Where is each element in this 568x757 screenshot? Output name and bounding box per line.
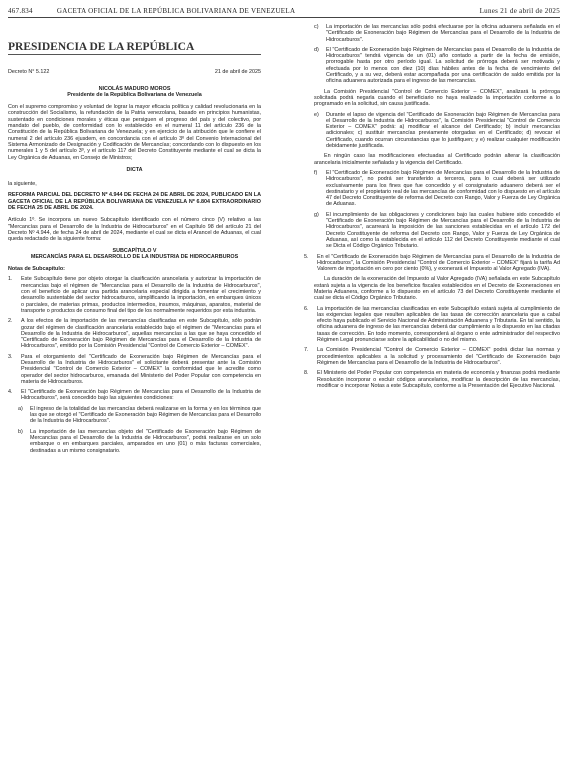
notes-title: Notas de Subcapítulo: (8, 266, 65, 273)
note-item (8, 354, 261, 385)
item-number: 7. (304, 347, 309, 354)
dicta-heading: DICTA (126, 166, 143, 173)
note-item (8, 276, 261, 314)
item-text: En el "Certificado de Exoneración bajo Régimen de Mercancías para el Desarrollo de la Industria de Hidrocarburos", la Comisión Presidencial "Control de Comercio Exterior – COMEX" fijará la tarifa Ad Valorem de importación en cero por ciento (0%), y exonerará el Impuesto al Valor Agregado (IVA). (317, 253, 560, 273)
conditions-list (8, 406, 261, 454)
item-number: 3. (8, 353, 13, 360)
la-siguiente: la siguiente, (8, 181, 37, 188)
preamble: Con el supremo compromiso y voluntad de lograr la mayor eficacia política y calidad revolucionaria en la construcción del Socialismo, la refundación de la Patria venezolana, basado en principios humanistas, sustentado en condiciones morales y éticas que persiguen el progreso del país y del colectivo, por mandato del pueblo, de conformidad con lo establecido en el numeral 11 del artículo 236 de la Constitución de la República Bolivariana de Venezuela; y en ejercicio de la atribución que le confiere el numeral 2 del artículo 236 ejusdem, en concordancia con el artículo 3º del Convenio Internacional del Sistema Armonizado de Designación y Codificación de Mercancías; concordando con lo dispuesto en los numerales 1 y 5 del artículo 3º, y el artículo 117 del Decreto Constituyente mediante el cual se dicta la Ley Orgánica de Aduanas, en Consejo de Ministros; (8, 104, 261, 161)
gazette-title: GACETA OFICIAL DE LA REPÚBLICA BOLIVARIANA DE VENEZUELA (56, 7, 296, 15)
note-item (304, 306, 560, 344)
header-rule (8, 17, 560, 18)
item-text: El "Certificado de Exoneración bajo Régimen de Mercancías para el Desarrollo de la Industria de Hidrocarburos", no podrá ser transferido a terceros, para lo cual deberá ser utilizado exclusivamente para los fines que fue concedido y el consignatario aduanero deberá ser el destinatario y el propietario real de las mercancías de conformidad con lo dispuesto en el artículo 47 del Decreto Constituyente de reforma del Decreto con Rango, Valor y Fuerza de Ley Orgánica de Aduanas. (326, 169, 560, 208)
paragraph: La duración de la exoneración del Impuesto al Valor Agregado (IVA) señalada en este Subcapítulo estará sujeta a la vigencia de los beneficios fiscales establecidos en el Decreto de Exoneraciones en Materia Aduanera, conforme a lo dispuesto en el artículo 73 del Decreto Constituyente mediante el cual se dicta el Código Orgánico Tributario. (314, 276, 560, 302)
left-column (8, 24, 261, 458)
paragraph: La Comisión Presidencial "Control de Comercio Exterior – COMEX", analizará la prórroga solicitada podrá negarla cuando el beneficiario no haya realizado la importación conforme a lo programado en la solicitud, sin causa justificada. (314, 88, 560, 108)
item-text: La importación de las mercancías objeto del "Certificado de Exoneración bajo Régimen de Mercancías para el Desarrollo de la Industria de Hidrocarburos", podrá realizarse en un solo embarque o en embarques parciales, amparados en uno (01) o más facturas comerciales, destinadas a un mismo consignatario. (30, 428, 261, 454)
reform-title: REFORMA PARCIAL DEL DECRETO Nº 4.944 DE FECHA 24 DE ABRIL DE 2024, PUBLICADO EN LA GACETA OFICIAL DE LA REPÚBLICA BOLIVARIANA DE VENEZUELA Nº 6.804 EXTRAORDINARIO DE FECHA 25 DE ABRIL DE 2024. (8, 192, 261, 212)
decree-line (8, 69, 261, 75)
decree-number: Decreto N° 5.122 (8, 69, 50, 76)
note-item (8, 318, 261, 349)
section-rule (8, 54, 261, 55)
item-text: Para el otorgamiento del "Certificado de Exoneración bajo Régimen de Mercancías para el Desarrollo de la Industria de Hidrocarburos" el solicitante deberá presentar ante la Comisión Presidencial "Control de Comercio Exterior – COMEX" la conformidad que le acredite como operador del sector hidrocarburos, emanada del Ministerio del Poder Popular con competencia en materia de Hidrocarburos. (21, 353, 261, 385)
note-item (304, 254, 560, 273)
item-number: c) (314, 24, 319, 30)
item-number: 5. (304, 253, 309, 260)
subchapter-title: SUBCAPÍTULO V (112, 247, 157, 254)
note-item (8, 389, 261, 402)
item-number: d) (314, 46, 319, 53)
section-title: PRESIDENCIA DE LA REPÚBLICA (8, 41, 195, 53)
subchapter-subtitle: MERCANCÍAS PARA EL DESARROLLO DE LA INDUSTRIA DE HIDROCARBUROS (30, 253, 239, 260)
item-text: La importación de las mercancías clasificadas en este Subcapítulo estará sujeta al cumplimiento de las exigencias legales que resulten aplicables de las tasas de corrección arancelaria que a cabal efecto haya publicado el Servicio Nacional de Administración Aduanera y Tributaria. En tal sentido, la oficina aduanera de ingreso de las mercancías deberá dar cumplimiento a lo dispuesto en las citadas tasas de corrección. En todo momento, corresponderá al órgano o ente administrador del respectivo Régimen Legal pronunciarse sobre la aplicabilidad o no del mismo. (317, 305, 560, 344)
item-text: Durante el lapso de vigencia del "Certificado de Exoneración bajo Régimen de Mercancías para el Desarrollo de la Industria de Hidrocarburos", la Comisión Presidencial "Control de Comercio Exterior – COMEX" podrá: a) modificar el alcance del Certificado; b) incluir mercancías adicionales; c) sustituir mercancías previamente otorgadas en el Certificado; d) revocar el Certificado, cuando ocurran circunstancias que lo justifiquen; y e) realizar cualquier modificación debidamente justificada. (326, 111, 560, 150)
item-number: f) (314, 169, 318, 176)
item-number: 1. (8, 276, 13, 283)
item-text: Este Subcapítulo tiene por objeto otorgar la clasificación arancelaria y autorizar la importación de mercancías bajo el régimen de "Mercancías para el Desarrollo de la Industria de Hidrocarburos", con el beneficio de aplicar una partida arancelaria especial dirigida a fomentar el crecimiento y desarrollo sustentable del sector hidrocarburos, simplificando la importación, en embarques únicos o parciales, de materias primas, productos intermedios, insumos, máquinas, aparatos, material de transporte o productos de consumo final del tipo de los normalmente requeridos por esta industria. (21, 276, 261, 314)
item-number: 6. (304, 305, 309, 312)
condition-item (314, 24, 560, 43)
item-number: b) (18, 428, 23, 435)
condition-item (314, 112, 560, 150)
item-number: a) (18, 405, 23, 412)
item-number: g) (314, 211, 319, 218)
item-number: 8. (304, 370, 309, 377)
item-text: El ingreso de la totalidad de las mercancías deberá realizarse en la forma y en los términos que las que se otorgó el "Certificado de Exoneración bajo Régimen de Mercancías para el Desarrollo de la Industria de Hidrocarburos". (30, 405, 261, 425)
condition-item (18, 406, 261, 425)
item-number: 2. (8, 318, 13, 325)
condition-item (314, 212, 560, 250)
condition-item (18, 429, 261, 454)
issue-date: Lunes 21 de abril de 2025 (479, 7, 560, 15)
condition-item (314, 170, 560, 208)
item-text: El "Certificado de Exoneración bajo Régimen de Mercancías para el Desarrollo de la Industria de Hidrocarburos" tendrá vigencia de un (01) año contado a partir de la fecha de emisión, prorrogable hasta por otro período igual. La solicitud de prórroga deberá ser motivada y efectuada por lo menos con diez (10) días hábiles antes de la fecha de vencimiento del Certificado, y a su vez, deberá estar acompañada por una certificación de saldo emitida por la oficina aduanera autorizada para el ingreso de las mercancías. (326, 46, 560, 85)
item-text: La Comisión Presidencial "Control de Comercio Exterior – COMEX" podrá dictar las normas y procedimientos aplicables a la solicitud y procesamiento del "Certificado de Exoneración bajo Régimen de Mercancías para el Desarrollo de la Industria de Hidrocarburos". (317, 347, 560, 366)
note-item (304, 370, 560, 389)
signatory-name: NICOLÁS MADURO MOROS (98, 85, 171, 92)
condition-item (314, 47, 560, 85)
paragraph: En ningún caso las modificaciones efectuadas al Certificado podrán alterar la clasificación arancelaria inicialmente señalada y la vigencia del Certificado. (314, 153, 560, 166)
note-item (304, 347, 560, 366)
item-text: La importación de las mercancías sólo podrá efectuarse por la oficina aduanera señalada en el "Certificado de Exoneración bajo Régimen de Mercancías para el Desarrollo de la Industria de Hidrocarburos". (326, 24, 560, 43)
item-number: e) (314, 111, 319, 118)
article-1: Artículo 1º. Se incorpora un nuevo Subcapítulo identificado con el número cinco (V) relativo a las "Mercancías para el Desarrollo de la Industria de Hidrocarburos" en el Capítulo 98 del artículo 21 del Decreto Nº 4.944, de fecha 24 de abril de 2024, mediante el cual se dicta el Arancel de Aduanas, el cual queda redactado de la siguiente forma: (8, 217, 261, 243)
item-number: 4. (8, 389, 13, 396)
page-header (8, 5, 560, 17)
item-text: El incumplimiento de las obligaciones y condiciones bajo las cuales hubiere sido concedido el "Certificado de Exoneración bajo Régimen de Mercancías para el Desarrollo de la Industria de Hidrocarburos", acarreará la imposición de las sanciones establecidas en el artículo 172 del Decreto Constituyente de reforma del Decreto con Rango, Valor y Fuerza de Ley Orgánica de Aduanas, así como la establecida en el artículo 112 del Decreto Constituyente mediante el cual se Dicta el Código Orgánico Tributario. (326, 211, 560, 250)
item-text: El Ministerio del Poder Popular con competencia en materia de economía y finanzas podrá mediante Resolución incorporar o excluir códigos arancelarios, modificar la descripción de las mercancías, modificar o incorporar Notas a este Subcapítulo, conforme a la Presentación del Ejecutivo Nacional. (317, 370, 560, 389)
item-text: El "Certificado de Exoneración bajo Régimen de Mercancías para el Desarrollo de la Industria de Hidrocarburos", será concedido bajo las siguientes condiciones: (21, 389, 261, 402)
right-column (304, 24, 560, 393)
page-number: 467.834 (8, 7, 33, 15)
item-text: A los efectos de la importación de las mercancías clasificadas en este Subcapítulo, sólo podrán gozar del régimen de clasificación arancelaria establecido bajo el régimen de "Mercancías para el Desarrollo de la Industria de Hidrocarburos", aquellas mercancías a las que se haya concedido el "Certificado de Exoneración bajo Régimen de Mercancías para el Desarrollo de la Industria de Hidrocarburos", emitido por la Comisión Presidencial "Control de Comercio Exterior – COMEX". (21, 318, 261, 350)
decree-date: 21 de abril de 2025 (214, 69, 261, 76)
signatory-role: Presidente de la República Bolivariana de Venezuela (67, 91, 202, 98)
notes-list (8, 276, 261, 401)
